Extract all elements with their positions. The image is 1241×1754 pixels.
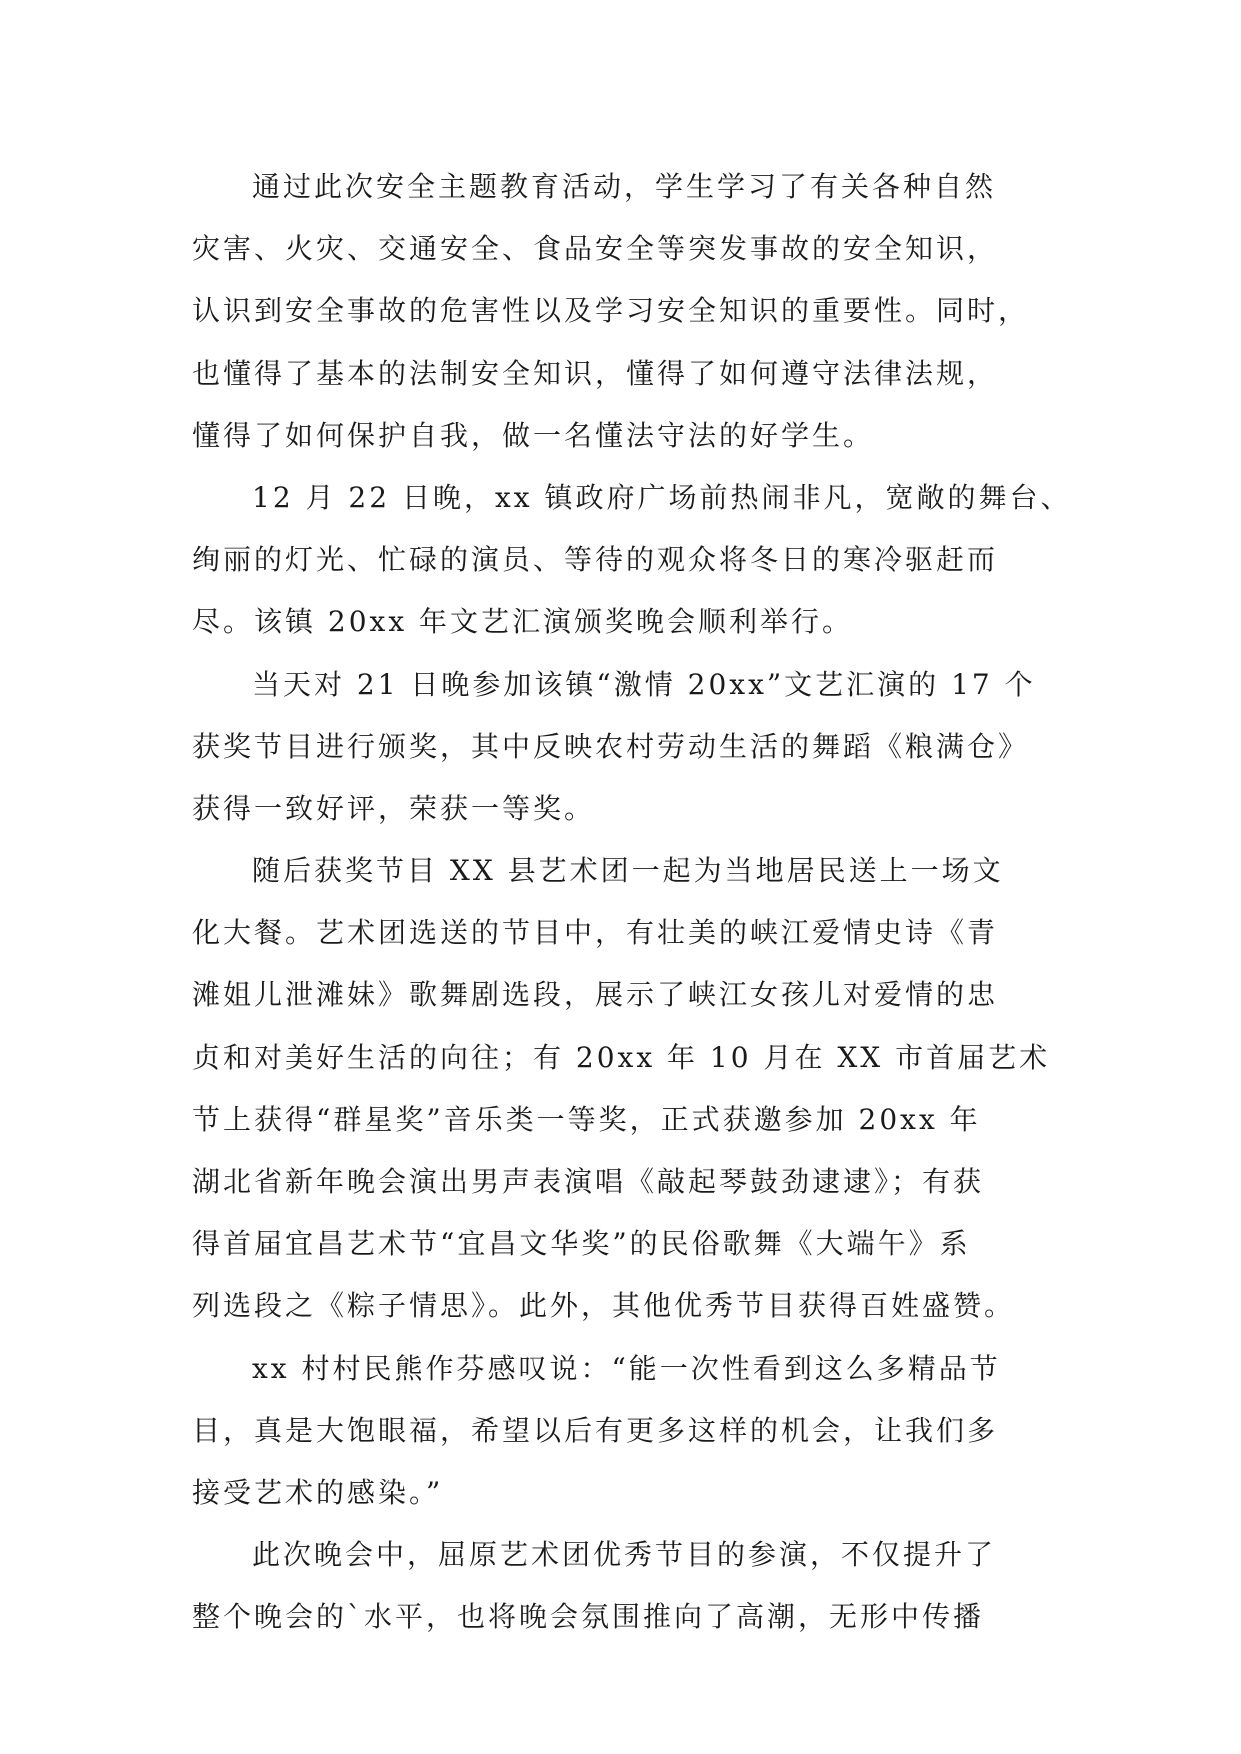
text-line: 灾害、火灾、交通安全、食品安全等突发事故的安全知识，	[192, 232, 999, 266]
text-line: 湖北省新年晚会演出男声表演唱《敲起琴鼓劲逮逮》；有获	[192, 1165, 985, 1198]
text-line: 12 月 22 日晚，xx 镇政府广场前热闹非凡，宽敞的舞台、	[252, 480, 1072, 514]
text-line: 目，真是大饱眼福，希望以后有更多这样的机会，让我们多	[192, 1413, 999, 1447]
paragraph-closing	[192, 1524, 1072, 1648]
paragraph-safety-education	[192, 156, 1072, 467]
text-line: 接受艺术的感染。”	[192, 1475, 444, 1509]
text-line: 绚丽的灯光、忙碌的演员、等待的观众将冬日的寒冷驱赶而	[192, 543, 999, 577]
paragraph-awards	[192, 654, 1072, 841]
text-line: 随后获奖节目 XX 县艺术团一起为当地居民送上一场文	[252, 854, 1004, 888]
text-line: 认识到安全事故的危害性以及学习安全知识的重要性。同时，	[192, 294, 1030, 328]
paragraph-evening-event	[192, 467, 1072, 654]
text-line: 整个晚会的`水平，也将晚会氛围推向了高潮，无形中传播	[192, 1600, 985, 1634]
text-line: 通过此次安全主题教育活动，学生学习了有关各种自然	[252, 170, 997, 203]
text-line: 此次晚会中，屈原艺术团优秀节目的参演，不仅提升了	[252, 1538, 997, 1572]
text-line: 获奖节目进行颁奖，其中反映农村劳动生活的舞蹈《粮满仓》	[192, 729, 1030, 763]
text-line: 得首届宜昌艺术节“宜昌文华奖”的民俗歌舞《大端午》系	[192, 1227, 971, 1261]
text-line: xx 村村民熊作芬感叹说：“能一次性看到这么多精品节	[252, 1351, 1001, 1385]
text-line: 化大餐。艺术团选送的节目中，有壮美的峡江爱情史诗《青	[192, 916, 999, 950]
text-line: 当天对 21 日晚参加该镇“激情 20xx”文艺汇演的 17 个	[252, 667, 1036, 701]
text-line: 贞和对美好生活的向往；有 20xx 年 10 月在 XX 市首届艺术	[192, 1040, 1051, 1074]
paragraph-art-troupe	[192, 840, 1072, 1338]
text-line: 滩姐儿泄滩妹》歌舞剧选段，展示了峡江女孩儿对爱情的忠	[192, 978, 999, 1012]
document-body	[192, 156, 1072, 1649]
text-line: 列选段之《粽子情思》。此外，其他优秀节目获得百姓盛赞。	[192, 1289, 1016, 1323]
text-line: 节上获得“群星奖”音乐类一等奖，正式获邀参加 20xx 年	[192, 1102, 981, 1136]
text-line: 也懂得了基本的法制安全知识，懂得了如何遵守法律法规，	[192, 356, 999, 390]
text-line: 获得一致好评，荣获一等奖。	[192, 791, 596, 825]
text-line: 懂得了如何保护自我，做一名懂法守法的好学生。	[192, 418, 875, 452]
text-line: 尽。该镇 20xx 年文艺汇演颁奖晚会顺利举行。	[192, 605, 854, 639]
paragraph-villager-quote	[192, 1338, 1072, 1525]
